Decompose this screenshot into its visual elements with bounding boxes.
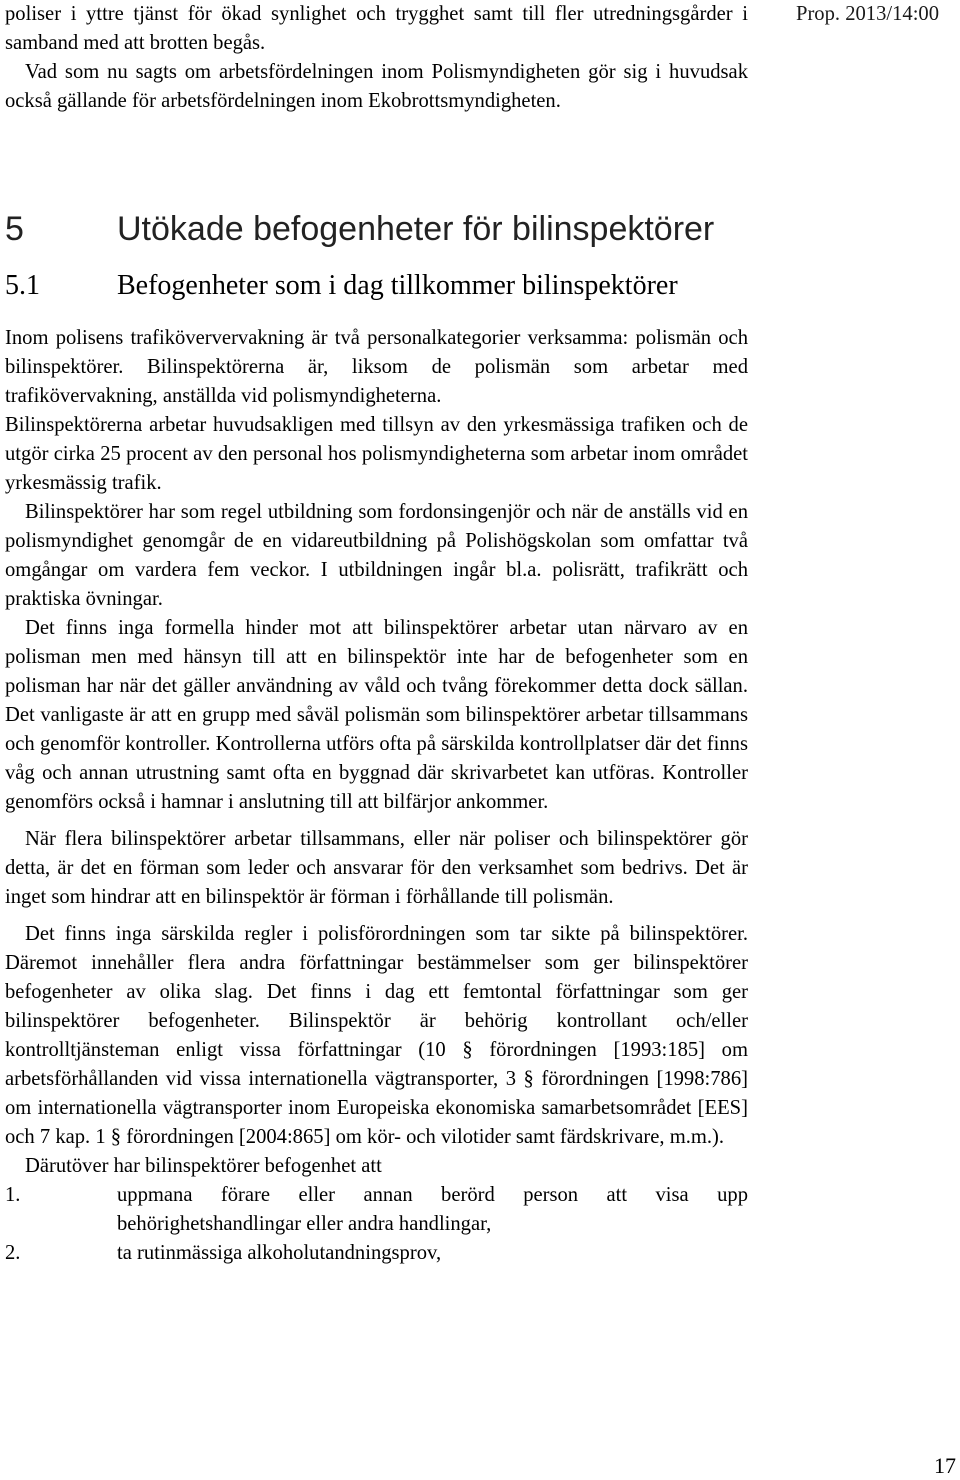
- subsection-title: Befogenheter som i dag tillkommer bilinspektörer: [117, 270, 678, 301]
- subsection-heading: [5, 267, 748, 304]
- page-body: [5, 0, 748, 1268]
- body-paragraph: Därutöver har bilinspektörer befogenhet att: [25, 1155, 382, 1177]
- section-number: 5: [5, 210, 24, 248]
- section-heading: [5, 209, 748, 249]
- list-item-number: 2.: [5, 1242, 21, 1264]
- continuation-paragraph: Vad som nu sagts om arbetsfördelningen inom Polismyndigheten gör sig i huvudsak också gällande för arbetsfördelningen inom Ekobrottsmyndigheten.: [5, 61, 748, 112]
- proposition-reference: Prop. 2013/14:00: [796, 3, 940, 25]
- continuation-paragraph: poliser i yttre tjänst för ökad synlighet och trygghet samt till fler utredningsgårder i samband med att brotten begås.: [5, 3, 748, 54]
- subsection-number: 5.1: [5, 270, 40, 301]
- list-item-text: uppmana förare eller annan berörd person att visa upp behörighetshandlingar eller andra handlingar,: [117, 1184, 748, 1235]
- body-paragraph: När flera bilinspektörer arbetar tillsammans, eller när poliser och bilinspektörer gör detta, är det en förman som leder och ansvarar för den verksamhet som bedrivs. Det är inget som hindrar att en bilinspektör är förman i förhållande till polismän.: [5, 828, 748, 908]
- body-paragraph: Bilinspektörer har som regel utbildning som fordonsingenjör och när de anställs vid en polismyndighet genomgår de en vidareutbildning på Polishögskolan som omfattar två omgångar om vardera fem veckor. I utbildningen ingår bl.a. polisrätt, trafikrätt och praktiska övningar.: [5, 501, 748, 610]
- list-item: [5, 1181, 748, 1239]
- list-item: [5, 1239, 748, 1268]
- section-title: Utökade befogenheter för bilinspektörer: [117, 210, 715, 248]
- list-item-text: ta rutinmässiga alkoholutandningsprov,: [117, 1242, 442, 1264]
- body-paragraph: Det finns inga formella hinder mot att bilinspektörer arbetar utan närvaro av en polisman men med hänsyn till att en bilinspektör inte har de befogenheter som en polisman har när det gäller användning av våld och tvång förekommer detta dock sällan. Det vanligaste är att en grupp med såväl polismän som bilinspektörer arbetar tillsammans och genomför kontroller. Kontrollerna utförs ofta på särskilda kontrollplatser där det finns våg och annan utrustning samt ofta en byggnad där skrivarbetet kan utföras. Kontroller genomförs också i hamnar i anslutning till att bilfärjor ankommer.: [5, 617, 748, 813]
- page-number: 17: [934, 1453, 956, 1478]
- body-paragraph: Det finns inga särskilda regler i polisförordningen som tar sikte på bilinspektörer. Däremot innehåller flera andra författningar bestämmelser som ger bilinspektörer befogenheter av olika slag. Det finns i dag ett femtontal författningar som ger bilinspektörer befogenheter. Bilinspektör är behörig kontrollant och/eller kontrolltjänsteman enligt vissa författningar (10 § förordningen [1993:185] om arbetsförhållanden vid vissa internationella vägtransporter, 3 § förordningen [1998:786] om internationella vägtransporter inom Europeiska ekonomiska samarbetsområdet [EES] och 7 kap. 1 § förordningen [2004:865] om kör- och vilotider samt färdskrivare, m.m.).: [5, 923, 748, 1148]
- body-paragraph: Inom polisens trafiköververvakning är två personalkategorier verksamma: polismän och bilinspektörer. Bilinspektörerna är, liksom de polismän som arbetar med trafikövervakning, anställda vid polismyndigheterna.: [5, 327, 748, 407]
- list-item-number: 1.: [5, 1184, 21, 1206]
- body-paragraph: Bilinspektörerna arbetar huvudsakligen med tillsyn av den yrkesmässiga trafiken och de utgör cirka 25 procent av den personal hos polismyndigheterna som arbetar inom området yrkesmässig trafik.: [5, 414, 748, 494]
